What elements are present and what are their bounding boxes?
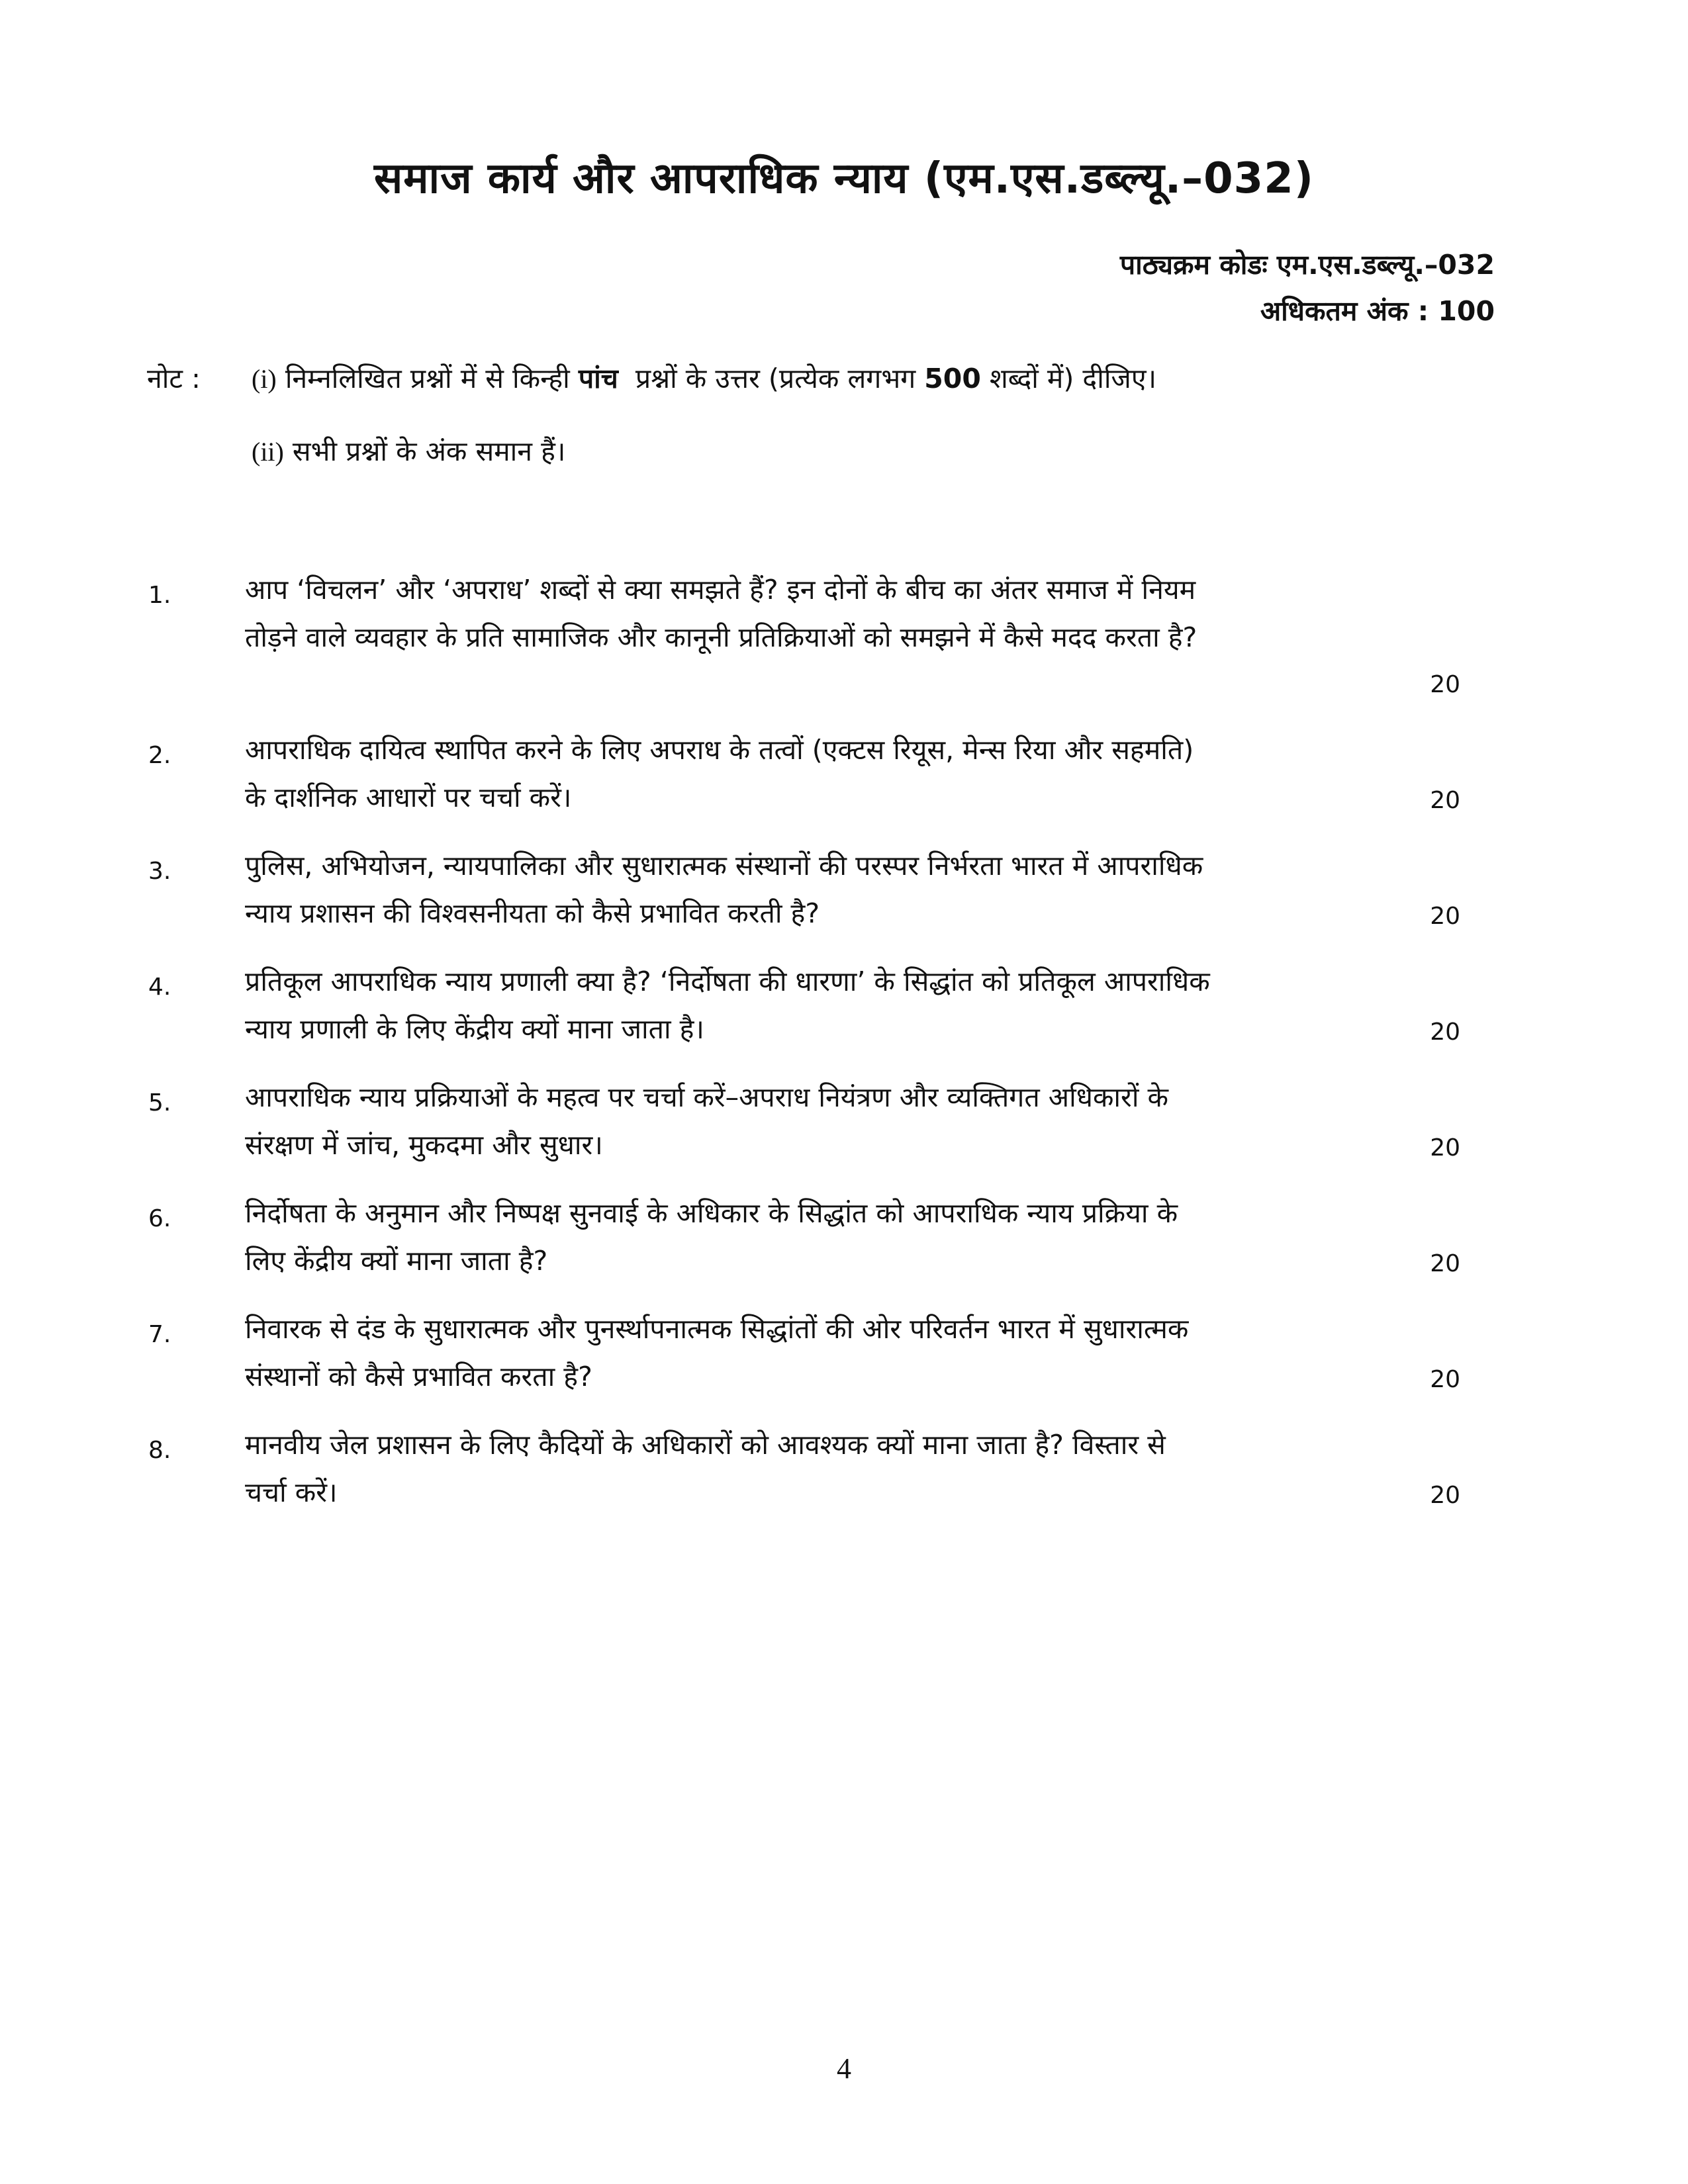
question-text [245,1073,1444,1169]
page-number: 4 [837,2052,851,2085]
question-line: के दार्शनिक आधारों पर चर्चा करें। [245,782,572,813]
question-line: संरक्षण में जांच, मुकदमा और सुधार। [245,1129,603,1161]
note-text-bold: पांच [578,363,618,394]
question-text [245,1421,1444,1516]
question-line: आप ‘विचलन’ और ‘अपराध’ शब्दों से क्या समझते हैं? इन दोनों के बीच का अंतर समाज में नियम [245,574,1196,606]
question-number: 5. [148,1089,171,1116]
question-marks: 20 [1430,1019,1460,1046]
course-code: पाठ्यक्रम कोडः एम.एस.डब्ल्यू.–032 [1119,249,1495,281]
question-text [245,1305,1444,1400]
question-marks: 20 [1430,671,1460,698]
note-instruction-2 [252,430,565,473]
question-marks: 20 [1430,1250,1460,1277]
note-text-2: सभी प्रश्नों के अंक समान हैं। [292,435,566,467]
note-roman-i: (i) [252,364,277,394]
question-line: पुलिस, अभियोजन, न्यायपालिका और सुधारात्मक संस्थानों की परस्पर निर्भरता भारत में आपराधिक [245,850,1203,882]
question-line: संस्थानों को कैसे प्रभावित करता है? [245,1361,592,1392]
page-title: समाज कार्य और आपराधिक न्याय (एम.एस.डब्ल्यू.–032) [374,154,1314,203]
question-line: चर्चा करें। [245,1477,338,1508]
question-number: 8. [148,1437,171,1464]
question-line: निर्दोषता के अनुमान और निष्पक्ष सुनवाई के अधिकार के सिद्धांत को आपराधिक न्याय प्रक्रिया के [245,1197,1178,1229]
question-line: मानवीय जेल प्रशासन के लिए कैदियों के अधिकारों को आवश्यक क्यों माना जाता है? विस्तार से [245,1429,1166,1461]
question-text [245,1189,1444,1285]
question-marks: 20 [1430,787,1460,814]
question-line: तोड़ने वाले व्यवहार के प्रति सामाजिक और कानूनी प्रतिक्रियाओं को समझने में कैसे मदद करता है? [245,621,1197,653]
question-marks: 20 [1430,1482,1460,1509]
question-number: 4. [148,974,171,1001]
max-marks: अधिकतम अंक : 100 [1260,295,1495,327]
note-instruction-1 [252,357,1156,400]
note-text-pre: निम्नलिखित प्रश्नों में से किन्ही [285,363,570,394]
question-text [245,842,1444,937]
question-marks: 20 [1430,1366,1460,1393]
question-line: आपराधिक दायित्व स्थापित करने के लिए अपराध के तत्वों (एक्टस रियूस, मेन्स रिया और सहमति) [245,734,1194,766]
question-marks: 20 [1430,903,1460,930]
question-line: न्याय प्रणाली के लिए केंद्रीय क्यों माना जाता है। [245,1013,704,1045]
question-line: न्याय प्रशासन की विश्वसनीयता को कैसे प्रभावित करती है? [245,897,820,929]
question-line: प्रतिकूल आपराधिक न्याय प्रणाली क्या है? ‘निर्दोषता की धारणा’ के सिद्धांत को प्रतिकूल आपराधिक [245,966,1210,997]
question-line: निवारक से दंड के सुधारात्मक और पुनर्स्थापनात्मक सिद्धांतों की ओर परिवर्तन भारत में सुधारात्मक [245,1313,1189,1345]
question-text [245,566,1444,661]
question-line: आपराधिक न्याय प्रक्रियाओं के महत्व पर चर्चा करें–अपराध नियंत्रण और व्यक्तिगत अधिकारों के [245,1081,1168,1113]
note-word-count: 500 [924,363,981,394]
note-label: नोट : [147,363,201,394]
note-roman-ii: (ii) [252,437,284,467]
question-number: 6. [148,1205,171,1232]
note-text-post: शब्दों में) दीजिए। [989,363,1157,394]
question-marks: 20 [1430,1134,1460,1161]
question-number: 1. [148,582,171,609]
question-text [245,726,1444,821]
question-number: 7. [148,1321,171,1348]
question-line: लिए केंद्रीय क्यों माना जाता है? [245,1245,548,1277]
question-number: 3. [148,858,171,885]
note-text-mid: प्रश्नों के उत्तर (प्रत्येक लगभग [635,363,916,394]
question-number: 2. [148,742,171,769]
question-text [245,958,1444,1053]
